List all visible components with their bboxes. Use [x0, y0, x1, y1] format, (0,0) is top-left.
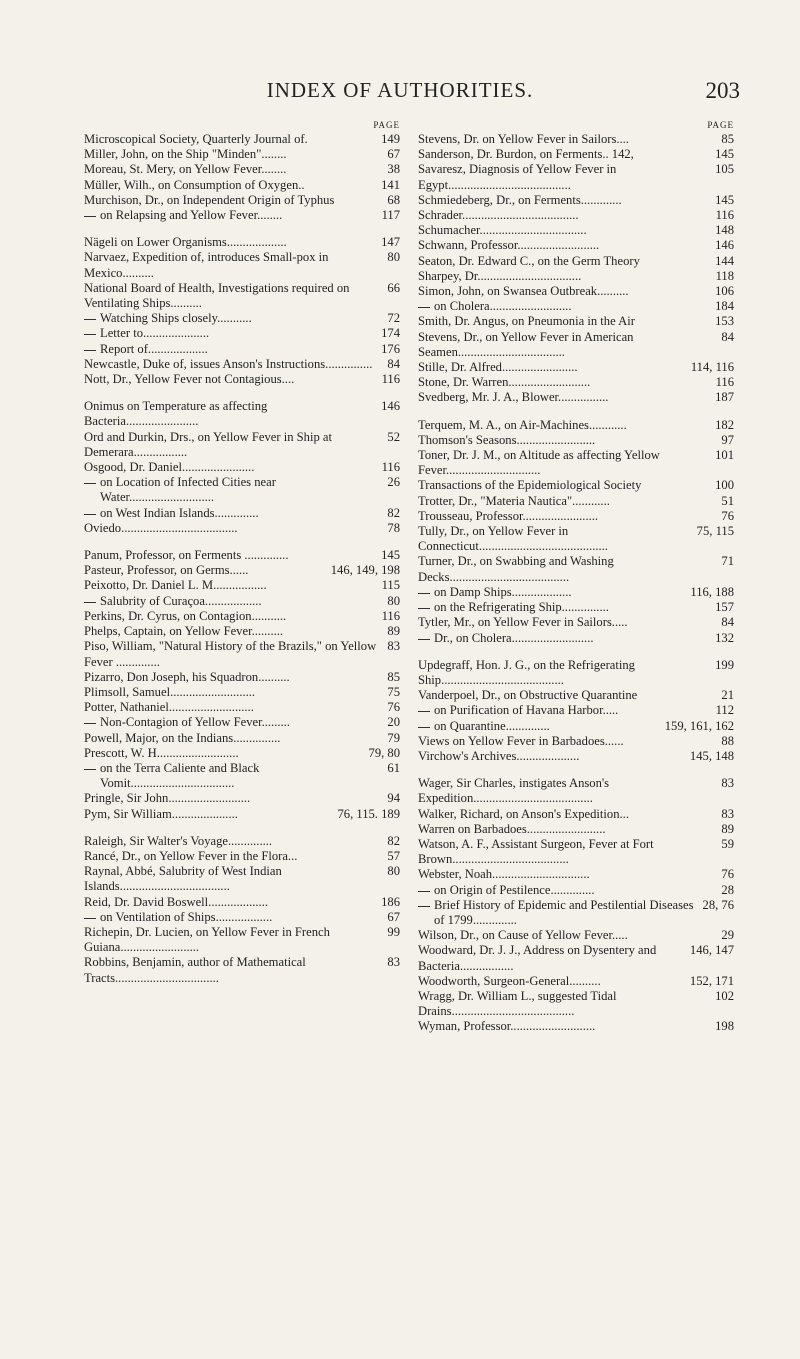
- entry-pages: 148: [715, 223, 734, 238]
- entry-pages: 174: [381, 326, 400, 341]
- entry-text: Virchow's Archives....................: [418, 748, 580, 763]
- entry-pages: 105: [715, 162, 734, 177]
- entry-pages: 83: [387, 639, 400, 654]
- index-subentry: [84, 715, 400, 730]
- entry-text: Walker, Richard, on Anson's Expedition...: [418, 806, 629, 821]
- entry-pages: 20: [387, 715, 400, 730]
- index-entry: [84, 895, 400, 910]
- index-entry: [418, 162, 734, 192]
- entry-text: Perkins, Dr. Cyrus, on Contagion...........: [84, 608, 287, 623]
- entry-pages: 116: [715, 208, 734, 223]
- entry-text: Oviedo.....................................: [84, 520, 238, 535]
- entry-pages: 59: [721, 836, 734, 851]
- index-entry: [418, 448, 734, 478]
- index-entry: [84, 430, 400, 460]
- entry-pages: 184: [715, 299, 734, 314]
- right-column: [418, 118, 734, 1035]
- entry-text: Pizarro, Don Joseph, his Squadron..........: [84, 669, 290, 684]
- index-entry: [418, 524, 734, 554]
- entry-pages: 116: [381, 460, 400, 475]
- entry-pages: 145: [715, 147, 734, 162]
- index-entry: [418, 688, 734, 703]
- index-entry: [84, 235, 400, 250]
- entry-text: Tully, Dr., on Yellow Fever in Connecticut.........................................: [418, 524, 608, 554]
- index-entry: [84, 834, 400, 849]
- entry-pages: 112: [715, 703, 734, 718]
- index-entry: [418, 208, 734, 223]
- entry-pages: 144: [715, 253, 734, 268]
- index-entry: [418, 269, 734, 284]
- index-subentry: [418, 719, 734, 734]
- entry-text: Svedberg, Mr. J. A., Blower................: [418, 390, 609, 405]
- entry-pages: 100: [715, 478, 734, 493]
- entry-pages: 84: [387, 356, 400, 371]
- index-subentry: [84, 311, 400, 326]
- index-entry: [418, 418, 734, 433]
- entry-text: Trotter, Dr., "Materia Nautica"............: [418, 493, 610, 508]
- entry-pages: 72: [387, 311, 400, 326]
- entry-pages: 38: [387, 162, 400, 177]
- entry-text: Plimsoll, Samuel...........................: [84, 684, 256, 699]
- index-subentry: [418, 631, 734, 646]
- entry-text: Phelps, Captain, on Yellow Fever..........: [84, 624, 284, 639]
- index-entry: [418, 494, 734, 509]
- entry-pages: 71: [721, 554, 734, 569]
- entry-text: Reid, Dr. David Boswell...................: [84, 894, 268, 909]
- section-gap: [84, 822, 400, 834]
- running-title: INDEX OF AUTHORITIES.: [266, 78, 534, 102]
- entry-text: Pym, Sir William.....................: [84, 806, 238, 821]
- entry-pages: 116: [715, 375, 734, 390]
- entry-pages: 147: [381, 235, 400, 250]
- index-entry: [84, 746, 400, 761]
- index-entry: [418, 509, 734, 524]
- entry-pages: 89: [387, 624, 400, 639]
- entry-text: Updegraff, Hon. J. G., on the Refrigerating Ship.......................................: [418, 657, 635, 687]
- index-entry: [418, 807, 734, 822]
- entry-pages: 51: [721, 493, 734, 508]
- entry-text: Pringle, Sir John..........................: [84, 791, 251, 806]
- entry-text: Watching Ships closely...........: [100, 311, 252, 326]
- index-entry: [84, 178, 400, 193]
- index-entry: [418, 1019, 734, 1034]
- entry-pages: 83: [387, 955, 400, 970]
- entry-text: on Cholera..........................: [434, 299, 572, 314]
- index-entry: [84, 563, 400, 578]
- entry-pages: 84: [721, 615, 734, 630]
- entry-text: Ord and Durkin, Drs., on Yellow Fever in Ship at Demerara.................: [84, 429, 333, 459]
- page-column-label: PAGE: [707, 120, 734, 130]
- index-entry: [418, 776, 734, 806]
- entry-text: Warren on Barbadoes.........................: [418, 821, 606, 836]
- entry-text: on Purification of Havana Harbor.....: [434, 703, 619, 718]
- page-column-label: PAGE: [373, 120, 400, 130]
- entry-text: on the Refrigerating Ship...............: [434, 600, 609, 615]
- entry-text: Schwann, Professor..........................: [418, 238, 600, 253]
- entry-pages: 80: [387, 864, 400, 879]
- entry-pages: 57: [387, 848, 400, 863]
- entry-text: Webster, Noah...............................: [418, 867, 590, 882]
- entry-pages: 82: [387, 505, 400, 520]
- entry-text: on Damp Ships...................: [434, 584, 572, 599]
- entry-pages: 141: [381, 177, 400, 192]
- entry-pages: 145: [381, 548, 400, 563]
- entry-text: Smith, Dr. Angus, on Pneumonia in the Air: [418, 314, 635, 329]
- entry-pages: 28, 76: [702, 897, 734, 912]
- entry-pages: 149: [381, 132, 400, 146]
- entry-pages: 80: [387, 593, 400, 608]
- index-subentry: [418, 898, 734, 928]
- entry-pages: 21: [721, 688, 734, 703]
- entry-text: Microscopical Society, Quarterly Journal of.: [84, 132, 308, 146]
- entry-pages: 82: [387, 833, 400, 848]
- index-entry: [418, 360, 734, 375]
- entry-pages: 79: [387, 730, 400, 745]
- index-entry: [84, 250, 400, 280]
- index-entry: [418, 734, 734, 749]
- index-subentry: [84, 910, 400, 925]
- index-entry: [84, 193, 400, 208]
- index-entry: [418, 254, 734, 269]
- index-subentry: [84, 342, 400, 357]
- entry-text: Turner, Dr., on Swabbing and Washing Decks......................................: [418, 554, 614, 584]
- page-header: [0, 78, 800, 108]
- entry-pages: 29: [721, 928, 734, 943]
- index-entry: [84, 639, 400, 669]
- entry-text: Vanderpoel, Dr., on Obstructive Quarantine: [418, 688, 638, 703]
- entry-pages: 99: [387, 924, 400, 939]
- entry-text: Müller, Wilh., on Consumption of Oxygen..: [84, 177, 305, 192]
- entry-pages: 89: [721, 821, 734, 836]
- entry-text: Stille, Dr. Alfred........................: [418, 360, 578, 375]
- index-entry: [84, 624, 400, 639]
- index-entry: [418, 147, 734, 162]
- index-entry: [418, 822, 734, 837]
- index-entry: [84, 609, 400, 624]
- index-entry: [84, 548, 400, 563]
- index-entry: [418, 749, 734, 764]
- entry-pages: 198: [715, 1019, 734, 1034]
- entry-pages: 132: [715, 630, 734, 645]
- index-entry: [418, 867, 734, 882]
- entry-pages: 101: [715, 448, 734, 463]
- index-entry: [418, 238, 734, 253]
- index-entry: [84, 357, 400, 372]
- entry-text: Raynal, Abbé, Salubrity of West Indian Islands...................................: [84, 864, 282, 894]
- index-subentry: [84, 761, 400, 791]
- entry-pages: 97: [721, 432, 734, 447]
- page-number: 203: [705, 78, 740, 103]
- index-entry: [84, 281, 400, 311]
- entry-pages: 176: [381, 341, 400, 356]
- entry-text: Sharpey, Dr.................................: [418, 268, 582, 283]
- entry-pages: 85: [721, 132, 734, 146]
- entry-pages: 182: [715, 417, 734, 432]
- index-entry: [84, 849, 400, 864]
- index-entry: [418, 375, 734, 390]
- entry-text: Trousseau, Professor........................: [418, 508, 599, 523]
- index-entry: [418, 837, 734, 867]
- entry-text: Newcastle, Duke of, issues Anson's Instructions...............: [84, 356, 373, 371]
- entry-text: Toner, Dr. J. M., on Altitude as affecting Yellow Fever..............................: [418, 448, 660, 478]
- entry-pages: 199: [715, 657, 734, 672]
- entry-text: on Location of Infected Cities near Water...........................: [100, 475, 276, 505]
- entry-pages: 84: [721, 329, 734, 344]
- index-entry: [418, 974, 734, 989]
- entry-pages: 83: [721, 776, 734, 791]
- entry-text: Tytler, Mr., on Yellow Fever in Sailors.....: [418, 615, 628, 630]
- entry-text: Schmiedeberg, Dr., on Ferments.............: [418, 192, 622, 207]
- entry-text: Panum, Professor, on Ferments ..............: [84, 548, 289, 563]
- entry-pages: 117: [381, 208, 400, 223]
- index-entry: [418, 284, 734, 299]
- index-entry: [418, 433, 734, 448]
- entry-pages: 78: [387, 520, 400, 535]
- entry-text: Terquem, M. A., on Air-Machines............: [418, 417, 627, 432]
- index-entry: [84, 670, 400, 685]
- index-entry: [84, 685, 400, 700]
- entry-pages: 187: [715, 390, 734, 405]
- index-entry: [84, 700, 400, 715]
- index-entry: [418, 193, 734, 208]
- index-entry: [84, 132, 400, 147]
- entry-text: on Relapsing and Yellow Fever........: [100, 208, 283, 223]
- entry-pages: 66: [387, 280, 400, 295]
- index-subentry: [84, 475, 400, 505]
- entry-text: National Board of Health, Investigations required on Ventilating Ships..........: [84, 280, 350, 311]
- index-subentry: [84, 326, 400, 341]
- entry-pages: 146: [381, 399, 400, 414]
- entry-pages: 67: [387, 909, 400, 924]
- entry-text: Osgood, Dr. Daniel.......................: [84, 460, 255, 475]
- entry-pages: 28: [721, 882, 734, 897]
- section-gap: [84, 387, 400, 399]
- index-entry: [418, 989, 734, 1019]
- left-column: [84, 118, 400, 986]
- entry-pages: 116: [381, 608, 400, 623]
- entry-pages: 146, 147: [689, 943, 734, 958]
- entry-pages: 152, 171: [689, 973, 734, 988]
- entry-pages: 79, 80: [368, 745, 400, 760]
- entry-pages: 76: [721, 508, 734, 523]
- entry-pages: 75, 115: [696, 524, 734, 539]
- section-gap: [84, 223, 400, 235]
- entry-text: Seaton, Dr. Edward C., on the Germ Theory: [418, 253, 640, 268]
- index-entry: [84, 147, 400, 162]
- entry-text: Views on Yellow Fever in Barbadoes......: [418, 733, 624, 748]
- entry-pages: 153: [715, 314, 734, 329]
- entry-text: Non-Contagion of Yellow Fever.........: [100, 715, 290, 730]
- entry-text: Raleigh, Sir Walter's Voyage..............: [84, 833, 273, 848]
- entry-pages: 76, 115. 189: [337, 806, 400, 821]
- entry-pages: 26: [387, 475, 400, 490]
- entry-pages: 146, 149, 198: [330, 563, 400, 578]
- index-entry: [84, 955, 400, 985]
- entry-text: Report of...................: [100, 341, 208, 356]
- index-entry: [418, 943, 734, 973]
- entry-text: Dr., on Cholera..........................: [434, 630, 594, 645]
- entry-pages: 94: [387, 791, 400, 806]
- index-entry: [84, 864, 400, 894]
- entry-text: Sanderson, Dr. Burdon, on Ferments.. 142,: [418, 147, 634, 162]
- index-entry: [84, 807, 400, 822]
- entry-text: Richepin, Dr. Lucien, on Yellow Fever in French Guiana.........................: [84, 924, 330, 955]
- entry-text: on Origin of Pestilence..............: [434, 882, 595, 897]
- entry-pages: 85: [387, 669, 400, 684]
- section-gap: [84, 536, 400, 548]
- entry-pages: 67: [387, 147, 400, 162]
- entry-text: Narvaez, Expedition of, introduces Small-pox in Mexico..........: [84, 250, 329, 280]
- entry-text: Potter, Nathaniel...........................: [84, 700, 254, 715]
- entry-text: Schrader.....................................: [418, 208, 579, 223]
- entry-text: Pasteur, Professor, on Germs......: [84, 563, 249, 578]
- section-gap: [418, 406, 734, 418]
- index-entry: [418, 478, 734, 493]
- entry-pages: 68: [387, 192, 400, 207]
- index-subentry: [84, 506, 400, 521]
- entry-pages: 80: [387, 250, 400, 265]
- index-entry: [418, 928, 734, 943]
- index-entry: [418, 554, 734, 584]
- entry-text: Onimus on Temperature as affecting Bacteria.......................: [84, 399, 268, 429]
- entry-text: Prescott, W. H..........................: [84, 745, 239, 760]
- entry-pages: 102: [715, 988, 734, 1003]
- index-entry: [84, 791, 400, 806]
- entry-pages: 118: [715, 268, 734, 283]
- entry-text: Wragg, Dr. William L., suggested Tidal Drains.......................................: [418, 988, 617, 1019]
- index-entry: [418, 330, 734, 360]
- index-subentry: [84, 594, 400, 609]
- entry-text: on Ventilation of Ships..................: [100, 909, 273, 924]
- entry-text: on the Terra Caliente and Black Vomit.................................: [100, 760, 260, 791]
- entry-text: Watson, A. F., Assistant Surgeon, Fever at Fort Brown.....................................: [418, 836, 654, 867]
- entry-text: Stone, Dr. Warren..........................: [418, 375, 591, 390]
- index-subentry: [418, 585, 734, 600]
- entry-text: on West Indian Islands..............: [100, 505, 259, 520]
- entry-text: Wyman, Professor...........................: [418, 1019, 596, 1034]
- index-entry: [84, 731, 400, 746]
- entry-pages: 61: [387, 760, 400, 775]
- index-entry: [84, 372, 400, 387]
- index-subentry: [418, 299, 734, 314]
- entry-text: Miller, John, on the Ship "Minden"........: [84, 147, 287, 162]
- entry-text: Brief History of Epidemic and Pestilential Diseases of 1799..............: [434, 897, 694, 927]
- entry-pages: 76: [721, 867, 734, 882]
- index-subentry: [84, 208, 400, 223]
- index-entry: [418, 314, 734, 329]
- entry-pages: 88: [721, 733, 734, 748]
- entry-pages: 76: [387, 700, 400, 715]
- entry-text: Rancé, Dr., on Yellow Fever in the Flora...: [84, 848, 298, 863]
- entry-text: Transactions of the Epidemiological Society: [418, 478, 642, 493]
- index-entry: [418, 390, 734, 405]
- entry-text: Letter to.....................: [100, 326, 210, 341]
- index-entry: [418, 658, 734, 688]
- entry-pages: 52: [387, 429, 400, 444]
- entry-text: Thomson's Seasons.........................: [418, 432, 596, 447]
- entry-text: Powell, Major, on the Indians...............: [84, 730, 281, 745]
- index-entry: [84, 925, 400, 955]
- index-entry: [418, 615, 734, 630]
- index-entry: [84, 162, 400, 177]
- entry-text: Woodworth, Surgeon-General..........: [418, 973, 601, 988]
- entry-pages: 116, 188: [690, 584, 734, 599]
- entry-text: Murchison, Dr., on Independent Origin of Typhus: [84, 192, 335, 207]
- index-entry: [418, 132, 734, 147]
- entry-text: Stevens, Dr., on Yellow Fever in American Seamen..................................: [418, 329, 634, 359]
- section-gap: [418, 646, 734, 658]
- index-subentry: [418, 703, 734, 718]
- entry-pages: 186: [381, 894, 400, 909]
- index-entry: [84, 521, 400, 536]
- entry-text: Wager, Sir Charles, instigates Anson's Expedition......................................: [418, 776, 610, 806]
- entry-pages: 114, 116: [690, 360, 734, 375]
- section-gap: [418, 764, 734, 776]
- entry-pages: 145: [715, 192, 734, 207]
- entry-pages: 75: [387, 684, 400, 699]
- entry-text: Simon, John, on Swansea Outbreak..........: [418, 284, 629, 299]
- entry-text: Wilson, Dr., on Cause of Yellow Fever.....: [418, 928, 628, 943]
- entry-text: Peixotto, Dr. Daniel L. M.................: [84, 578, 267, 593]
- entry-text: Woodward, Dr. J. J., Address on Dysentery and Bacteria.................: [418, 943, 657, 973]
- entry-pages: 116: [381, 372, 400, 387]
- entry-text: Robbins, Benjamin, author of Mathematical Tracts.................................: [84, 955, 306, 985]
- entry-pages: 159, 161, 162: [664, 718, 734, 733]
- index-subentry: [418, 883, 734, 898]
- entry-text: Salubrity of Curaçoa..................: [100, 593, 262, 608]
- entry-pages: 145, 148: [689, 748, 734, 763]
- index-entry: [84, 460, 400, 475]
- entry-pages: 157: [715, 600, 734, 615]
- entry-text: on Quarantine..............: [434, 718, 550, 733]
- index-entry: [84, 399, 400, 429]
- entry-text: Stevens, Dr. on Yellow Fever in Sailors....: [418, 132, 629, 146]
- entry-text: Nägeli on Lower Organisms...................: [84, 235, 287, 250]
- entry-text: Savaresz, Diagnosis of Yellow Fever in Egypt.......................................: [418, 162, 617, 192]
- entry-pages: 146: [715, 238, 734, 253]
- index-entry: [418, 223, 734, 238]
- entry-text: Schumacher..................................: [418, 223, 587, 238]
- index-subentry: [418, 600, 734, 615]
- entry-pages: 106: [715, 284, 734, 299]
- index-entry: [84, 578, 400, 593]
- entry-text: Piso, William, "Natural History of the Brazils," on Yellow Fever ..............: [84, 639, 377, 669]
- entry-pages: 115: [381, 578, 400, 593]
- entry-pages: 83: [721, 806, 734, 821]
- entry-text: Moreau, St. Mery, on Yellow Fever........: [84, 162, 287, 177]
- entry-text: Nott, Dr., Yellow Fever not Contagious....: [84, 372, 295, 387]
